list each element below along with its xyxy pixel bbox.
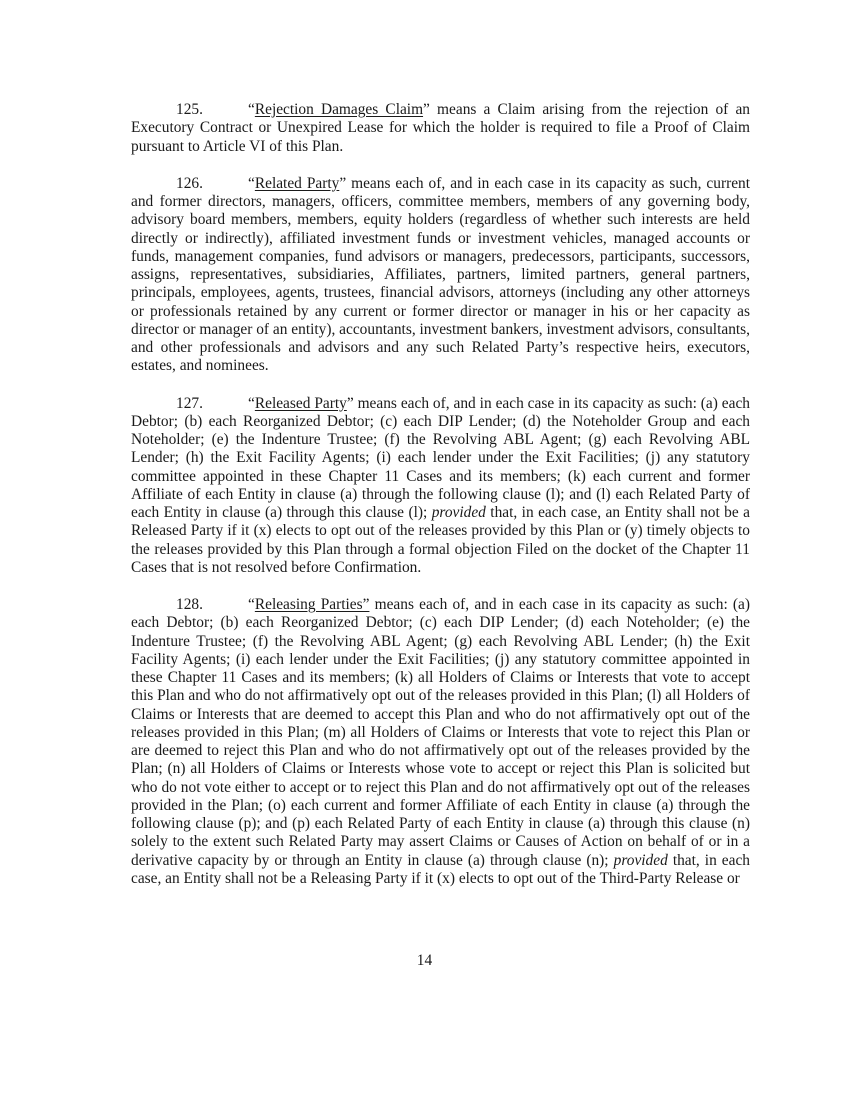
paragraph-number: 127. (176, 394, 203, 412)
definition-paragraph-126 (131, 175, 750, 376)
definition-paragraph-127 (131, 395, 750, 578)
proviso-italic: provided (613, 851, 668, 869)
open-quote: “ (248, 596, 255, 613)
paragraph-number: 128. (176, 596, 203, 613)
paragraph-number: 126. (176, 174, 203, 192)
definition-paragraph-128 (131, 596, 750, 888)
definition-text: means a Claim arising from the rejection of an Executory Contract or Unexpired Lease for which the holder is required to file a Proof of Claim pursuant to Article VI of this Plan. (131, 101, 750, 155)
defined-term: Related Party (254, 174, 340, 192)
definition-paragraph-125 (131, 101, 750, 156)
open-quote: “ (248, 394, 255, 412)
definition-text: means each of, and in each case in its capacity as such: (a) each Debtor; (b) each Reorganized Debtor; (c) each DIP Lender; (d) each Noteholder; (e) the Indenture Trustee; (f) the Revolving ABL Agent; (g) each Revolving ABL Lender; (h) the Exit Facility Agents; (i) each lender under the Exit Facilities; (j) any statutory committee appointed in these Chapter 11 Cases and its members; (k) all Holders of Claims or Interests that vote to accept this Plan and who do not affirmatively opt out of the releases provided in this Plan; (l) all Holders of Claims or Interests that are deemed to accept this Plan and who do not affirmatively opt out of the releases provided in this Plan; (m) all Holders of Claims or Interests that vote to reject this Plan or are deemed to reject this Plan and who do not affirmatively opt out of the releases provided by the Plan; (n) all Holders of Claims or Interests whose vote to accept or reject this Plan is solicited but who do not vote either to accept or to reject this Plan and do not affirmatively opt out of the releases provided in the Plan; (o) each current and former Affiliate of each Entity in clause (a) through the following clause (p); and (p) each Related Party of each Entity in clause (a) through this clause (n) solely to the extent such Related Party may assert Claims or Causes of Action on behalf of or in a derivative capacity by or through an Entity in clause (a) through clause (n); (131, 596, 750, 869)
proviso-italic: provided (431, 504, 486, 521)
document-body (131, 101, 750, 907)
definition-text: means each of, and in each case in its capacity as such, current and former directors, managers, officers, committee members, members of any governing body, advisory board members, members, equity holders (regardless of whether such interests are held directly or indirectly), affiliated investment funds or investment vehicles, managed accounts or funds, management companies, fund advisors or managers, predecessors, participants, successors, assigns, representatives, subsidiaries, Affiliates, partners, limited partners, general partners, principals, employees, agents, trustees, financial advisors, attorneys (including any other attorneys or professionals retained by any current or former director or manager in his or her capacity as director or manager of an entity), accountants, investment bankers, investment advisors, consultants, and other professionals and advisors and any such Related Party’s respective heirs, executors, estates, and nominees. (131, 174, 750, 375)
open-quote: “ (248, 101, 255, 118)
definition-text-continued: that, in each case, an Entity shall not be a Releasing Party if it (x) elects to opt out of the Third-Party Release or (131, 851, 750, 887)
close-quote: ” (339, 174, 347, 192)
close-quote: ” (346, 394, 354, 412)
defined-term: Rejection Damages Claim (254, 101, 424, 118)
definition-text: means each of, and in each case in its capacity as such: (a) each Debtor; (b) each Reorganized Debtor; (c) each DIP Lender; (d) the Noteholder Group and each Noteholder; (e) the Indenture Trustee; (f) the Revolving ABL Agent; (g) each Revolving ABL Lender; (h) the Exit Facility Agents; (i) each lender under the Exit Facilities; (j) any statutory committee appointed in these Chapter 11 Cases and its members; (k) each current and former Affiliate of each Entity in clause (a) through the following clause (l); and (l) each Related Party of each Entity in clause (a) through this clause (l); (131, 394, 750, 521)
defined-term: Released Party (254, 394, 347, 412)
close-quote: ” (423, 101, 430, 118)
page-number: 14 (416, 952, 433, 969)
defined-term: Releasing Parties” (254, 596, 370, 613)
definition-text-continued: that, in each case, an Entity shall not be a Released Party if it (x) elects to opt out of the releases provided by this Plan or (y) timely objects to the releases provided by this Plan through a formal objection Filed on the docket of the Chapter 11 Cases that is not resolved before Confirmation. (131, 504, 750, 576)
paragraph-number: 125. (176, 101, 203, 118)
open-quote: “ (248, 174, 255, 192)
